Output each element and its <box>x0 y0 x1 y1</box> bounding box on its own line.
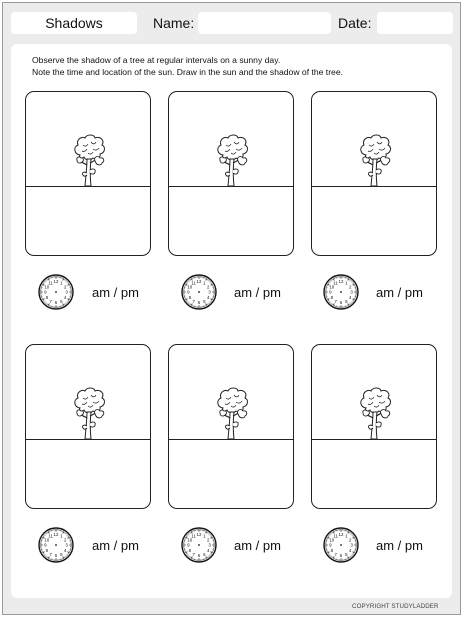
clock-number: 2 <box>63 284 67 290</box>
clock-number: 6 <box>197 300 201 306</box>
clock-number: 9 <box>187 542 190 548</box>
clock-number: 2 <box>63 537 67 543</box>
drawing-box-1[interactable] <box>25 91 151 256</box>
clock-number: 5 <box>203 551 206 557</box>
clock-number: 7 <box>49 551 52 557</box>
clock-number: 3 <box>208 542 211 548</box>
clock-number: 4 <box>63 547 67 553</box>
tree-icon <box>71 133 107 187</box>
clock-number: 7 <box>49 298 52 304</box>
clock-number: 8 <box>45 294 49 300</box>
drawing-box-4[interactable] <box>25 344 151 509</box>
clock-number: 1 <box>345 533 348 539</box>
clock-number: 11 <box>191 533 196 539</box>
clock-number: 6 <box>54 553 58 559</box>
clock-number: 11 <box>333 280 338 286</box>
clock-number: 10 <box>187 537 193 543</box>
clock-number: 8 <box>45 547 49 553</box>
clock-number: 12 <box>53 532 59 537</box>
clock-number: 2 <box>348 537 352 543</box>
tree-icon <box>357 386 393 440</box>
clock-number: 12 <box>196 279 202 284</box>
am-pm-label[interactable]: am / pm <box>234 285 281 300</box>
clock-number: 1 <box>203 280 206 286</box>
clock-number: 3 <box>208 289 211 295</box>
clock-number: 3 <box>65 289 68 295</box>
clock-number: 1 <box>60 280 63 286</box>
clock-number: 3 <box>65 542 68 548</box>
tree-icon <box>214 386 250 440</box>
clock-number: 4 <box>206 294 210 300</box>
clock-number: 9 <box>329 289 332 295</box>
date-label: Date: <box>338 15 372 31</box>
am-pm-label[interactable]: am / pm <box>92 285 139 300</box>
clock-number: 2 <box>348 284 352 290</box>
copyright-notice: COPYRIGHT STUDYLADDER <box>352 603 439 610</box>
clock-number: 4 <box>206 547 210 553</box>
tree-icon <box>357 133 393 187</box>
clock-number: 3 <box>350 289 353 295</box>
am-pm-label[interactable]: am / pm <box>376 538 423 553</box>
clock-number: 11 <box>191 280 196 286</box>
clock-number: 10 <box>187 284 193 290</box>
drawing-box-5[interactable] <box>168 344 294 509</box>
am-pm-label[interactable]: am / pm <box>234 538 281 553</box>
clock-number: 10 <box>329 537 335 543</box>
clock-number: 8 <box>188 294 192 300</box>
instruction-line-2: Note the time and location of the sun. Draw in the sun and the shadow of the tree. <box>32 67 343 78</box>
drawing-box-6[interactable] <box>311 344 437 509</box>
tree-icon <box>71 386 107 440</box>
clock-number: 2 <box>206 537 210 543</box>
tree-icon <box>214 133 250 187</box>
clock-number: 5 <box>345 551 348 557</box>
clock-number: 9 <box>44 542 47 548</box>
am-pm-label[interactable]: am / pm <box>376 285 423 300</box>
clock-face-icon[interactable] <box>38 527 74 563</box>
clock-number: 10 <box>329 284 335 290</box>
clock-number: 12 <box>196 532 202 537</box>
date-field[interactable] <box>377 12 453 34</box>
clock-number: 6 <box>197 553 201 559</box>
clock-number: 12 <box>53 279 59 284</box>
clock-number: 7 <box>334 298 337 304</box>
clock-number: 8 <box>188 547 192 553</box>
clock-number: 6 <box>339 300 343 306</box>
clock-number: 11 <box>48 533 53 539</box>
clock-number: 4 <box>348 547 352 553</box>
name-label: Name: <box>153 15 195 31</box>
clock-face-icon[interactable] <box>323 527 359 563</box>
clock-face-icon[interactable] <box>323 274 359 310</box>
clock-face-icon[interactable] <box>38 274 74 310</box>
am-pm-label[interactable]: am / pm <box>92 538 139 553</box>
clock-number: 8 <box>330 547 334 553</box>
clock-number: 1 <box>345 280 348 286</box>
clock-number: 6 <box>339 553 343 559</box>
clock-number: 9 <box>187 289 190 295</box>
clock-number: 4 <box>63 294 67 300</box>
instruction-line-1: Observe the shadow of a tree at regular intervals on a sunny day. <box>32 55 281 65</box>
clock-number: 7 <box>192 551 195 557</box>
clock-number: 10 <box>44 537 50 543</box>
clock-number: 11 <box>48 280 53 286</box>
clock-number: 9 <box>44 289 47 295</box>
clock-number: 5 <box>60 551 63 557</box>
drawing-box-3[interactable] <box>311 91 437 256</box>
clock-number: 6 <box>54 300 58 306</box>
clock-number: 2 <box>206 284 210 290</box>
clock-number: 12 <box>338 532 344 537</box>
drawing-box-2[interactable] <box>168 91 294 256</box>
clock-number: 5 <box>345 298 348 304</box>
clock-number: 9 <box>329 542 332 548</box>
clock-number: 11 <box>333 533 338 539</box>
clock-number: 5 <box>60 298 63 304</box>
instructions <box>32 54 343 78</box>
clock-face-icon[interactable] <box>181 274 217 310</box>
clock-number: 7 <box>334 551 337 557</box>
clock-number: 1 <box>203 533 206 539</box>
name-field[interactable] <box>198 12 331 34</box>
clock-number: 1 <box>60 533 63 539</box>
clock-number: 12 <box>338 279 344 284</box>
clock-number: 5 <box>203 298 206 304</box>
clock-number: 10 <box>44 284 50 290</box>
clock-number: 4 <box>348 294 352 300</box>
worksheet-title: Shadows <box>11 12 137 34</box>
clock-number: 3 <box>350 542 353 548</box>
clock-face-icon[interactable] <box>181 527 217 563</box>
clock-number: 7 <box>192 298 195 304</box>
clock-number: 8 <box>330 294 334 300</box>
